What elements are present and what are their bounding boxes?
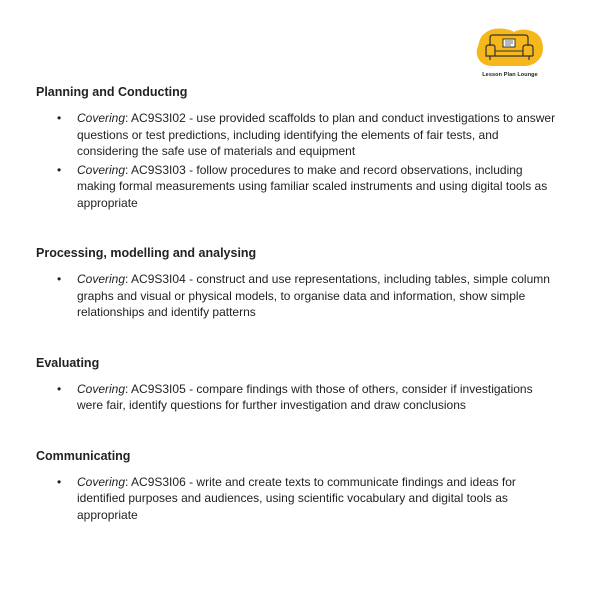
section-heading: Communicating [36,448,131,463]
section-processing-modelling [36,245,556,321]
section-evaluating [36,355,556,414]
sofa-icon [474,26,546,72]
bullet-icon: • [57,272,62,286]
section-list [36,271,556,321]
section-list [36,474,556,524]
bullet-icon: • [57,381,62,396]
list-item [36,271,556,321]
item-text: : AC9S3I03 - follow procedures to make and record observations, including making formal measurements using familiar scaled instruments and using digital tools as appropriate [77,162,548,210]
list-item [36,110,556,160]
section-communicating [36,448,556,524]
lesson-plan-lounge-logo [474,26,546,84]
section-heading: Processing, modelling and analysing [36,246,257,260]
section-heading: Planning and Conducting [36,85,188,99]
covering-label: Covering [77,111,126,125]
section-list [36,110,556,211]
item-text: : AC9S3I04 - construct and use representations, including tables, simple column graphs and visual or physical models, to organise data and information, show simple relationships and identify patterns [77,272,550,319]
covering-label: Covering [77,162,126,177]
section-list [36,381,556,414]
bullet-icon: • [57,474,62,489]
list-item [36,381,556,414]
list-item [36,474,556,524]
covering-label: Covering [77,381,126,396]
section-heading: Evaluating [36,355,100,370]
bullet-icon: • [57,111,62,125]
bullet-icon: • [57,162,62,177]
list-item [36,162,556,212]
item-text: : AC9S3I05 - compare findings with those of others, consider if investigations were fair, identify questions for further investigation and draw conclusions [77,381,533,412]
item-text: : AC9S3I06 - write and create texts to communicate findings and ideas for identified purposes and audiences, using scientific vocabulary and digital tools as appropriate [77,474,516,522]
covering-label: Covering [77,272,126,286]
covering-label: Covering [77,474,126,489]
item-text: : AC9S3I02 - use provided scaffolds to plan and conduct investigations to answer questions or test predictions, including identifying the elements of fair tests, and considering the safe use of materials and equipment [77,111,556,158]
logo-name: Lesson Plan Lounge [482,72,538,78]
section-planning-conducting [36,84,556,211]
document-content [36,84,556,523]
